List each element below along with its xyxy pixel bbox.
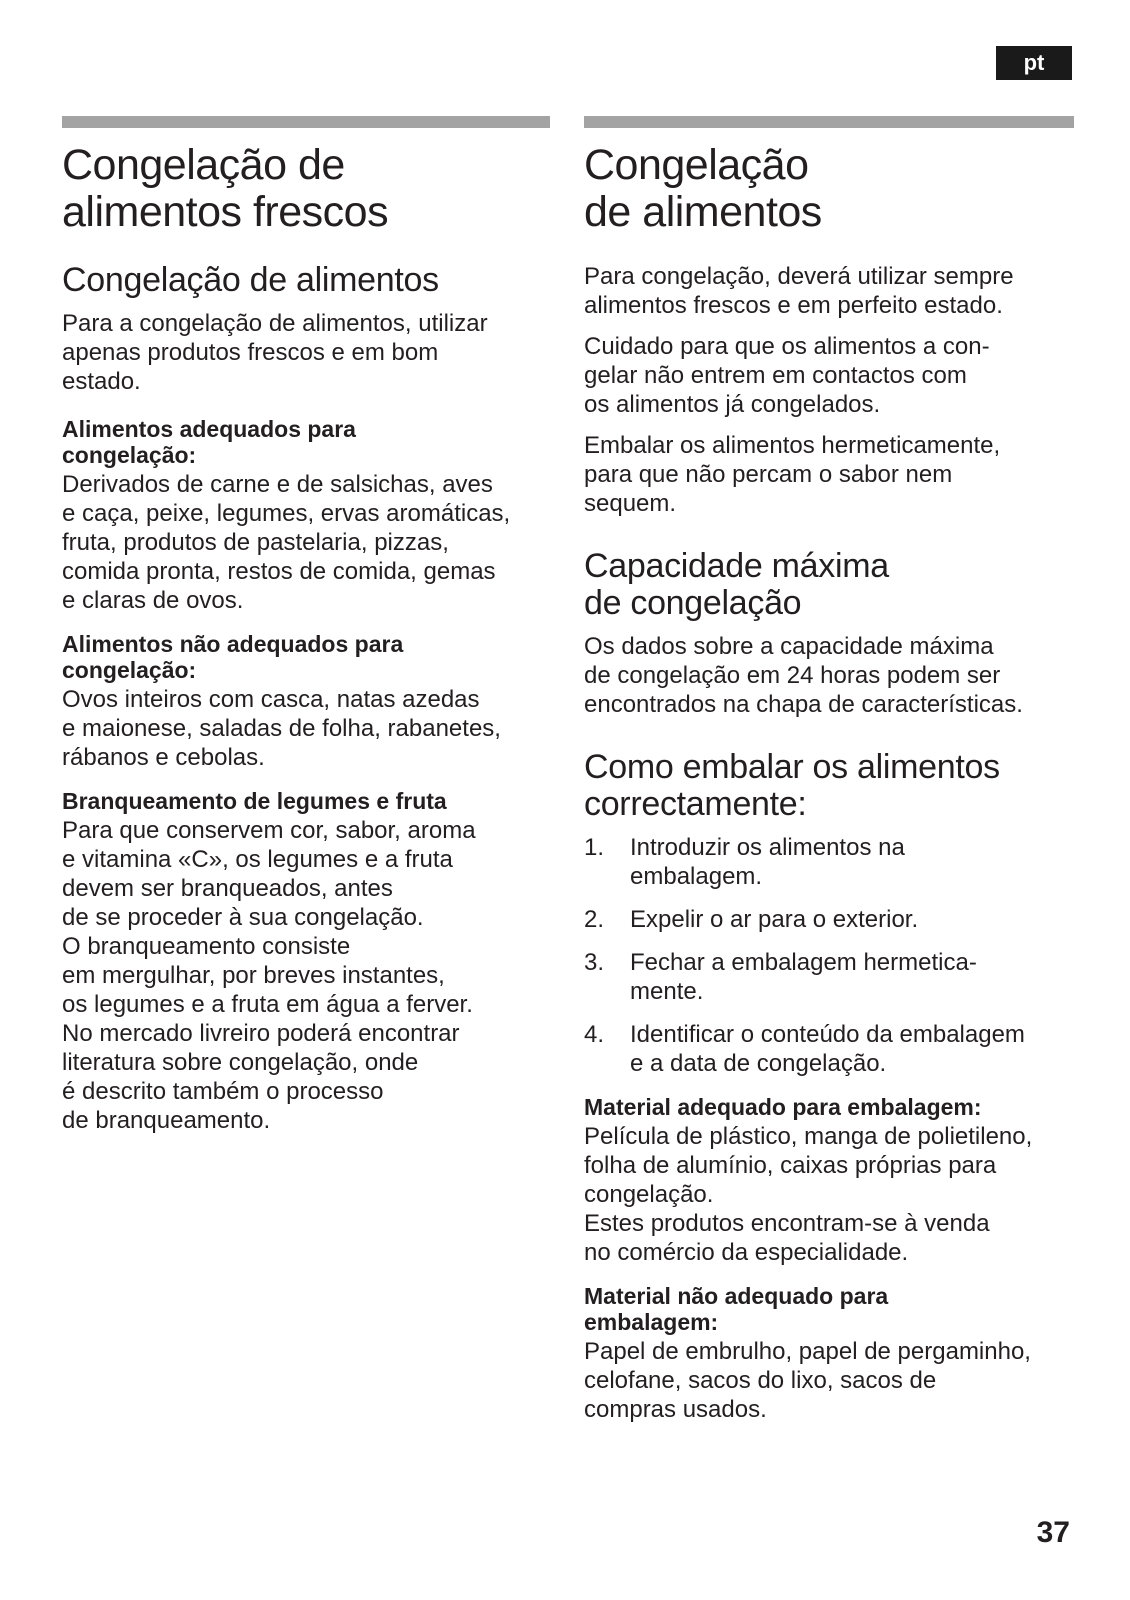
- list-item: [584, 905, 1074, 934]
- step-text: Expelir o ar para o exterior.: [630, 906, 919, 933]
- blanching-heading: Branqueamento de legumes e fruta: [62, 788, 447, 814]
- capacity-text: Os dados sobre a capacidade máxima de congelação em 24 horas podem ser encontrados na chapa de características.: [584, 633, 1023, 718]
- chapter-title: Congelação de alimentos frescos: [62, 141, 389, 236]
- packing-steps-list: [584, 833, 1074, 1078]
- suitable-foods-heading: Alimentos adequados para congelação:: [62, 416, 356, 468]
- freezing-paragraph: Para congelação, deverá utilizar sempre alimentos frescos e em perfeito estado.: [584, 263, 1014, 319]
- suitable-foods-text: Derivados de carne e de salsichas, aves e caça, peixe, legumes, ervas aromáticas, fruta, produtos de pastelaria, pizzas, comida pronta, restos de comida, gemas e claras de ovos.: [62, 471, 511, 614]
- step-text: Introduzir os alimentos na embalagem.: [630, 834, 905, 890]
- list-item: [584, 833, 1074, 891]
- freezing-paragraph: Cuidado para que os alimentos a con- gelar não entrem em contactos com os alimentos já congelados.: [584, 333, 990, 418]
- suitable-material-text: Película de plástico, manga de polietileno, folha de alumínio, caixas próprias para congelação. Estes produtos encontram-se à venda no comércio da especialidade.: [584, 1123, 1033, 1266]
- freezing-paragraph: Embalar os alimentos hermeticamente, para que não percam o sabor nem sequem.: [584, 432, 1001, 517]
- step-text: Fechar a embalagem hermetica- mente.: [630, 949, 977, 1005]
- list-item: [584, 1020, 1074, 1078]
- list-item: [584, 948, 1074, 1006]
- step-text: Identificar o conteúdo da embalagem e a data de congelação.: [630, 1021, 1025, 1077]
- step-number: 2.: [584, 906, 605, 933]
- section-rule: [584, 116, 1074, 128]
- unsuitable-material-text: Papel de embrulho, papel de pergaminho, celofane, sacos do lixo, sacos de compras usados.: [584, 1338, 1031, 1423]
- language-tag: pt: [996, 46, 1072, 80]
- section-rule: [62, 116, 550, 128]
- step-number: 1.: [584, 834, 605, 861]
- capacity-title: Capacidade máxima de congelação: [584, 547, 889, 622]
- page-number: 37: [1036, 1516, 1070, 1549]
- step-number: 4.: [584, 1021, 605, 1048]
- intro-paragraph: Para a congelação de alimentos, utilizar apenas produtos frescos e em bom estado.: [62, 310, 488, 395]
- section-title: Congelação de alimentos: [62, 261, 439, 299]
- suitable-material-heading: Material adequado para embalagem:: [584, 1094, 982, 1120]
- unsuitable-foods-heading: Alimentos não adequados para congelação:: [62, 631, 404, 683]
- left-column: [62, 116, 550, 1147]
- step-number: 3.: [584, 949, 605, 976]
- packing-title: Como embalar os alimentos correctamente:: [584, 748, 1000, 823]
- unsuitable-material-heading: Material não adequado para embalagem:: [584, 1283, 889, 1335]
- blanching-text: Para que conservem cor, sabor, aroma e vitamina «C», os legumes e a fruta devem ser branqueados, antes de se proceder à sua congelação. O branqueamento consiste em mergulhar, por breves instantes, os legumes e a fruta em água a ferver. No mercado livreiro poderá encontrar literatura sobre congelação, onde é descrito também o processo de branqueamento.: [62, 817, 476, 1134]
- chapter-title: Congelação de alimentos: [584, 141, 822, 236]
- right-column: [584, 116, 1074, 1436]
- unsuitable-foods-text: Ovos inteiros com casca, natas azedas e maionese, saladas de folha, rabanetes, rábanos e cebolas.: [62, 686, 501, 771]
